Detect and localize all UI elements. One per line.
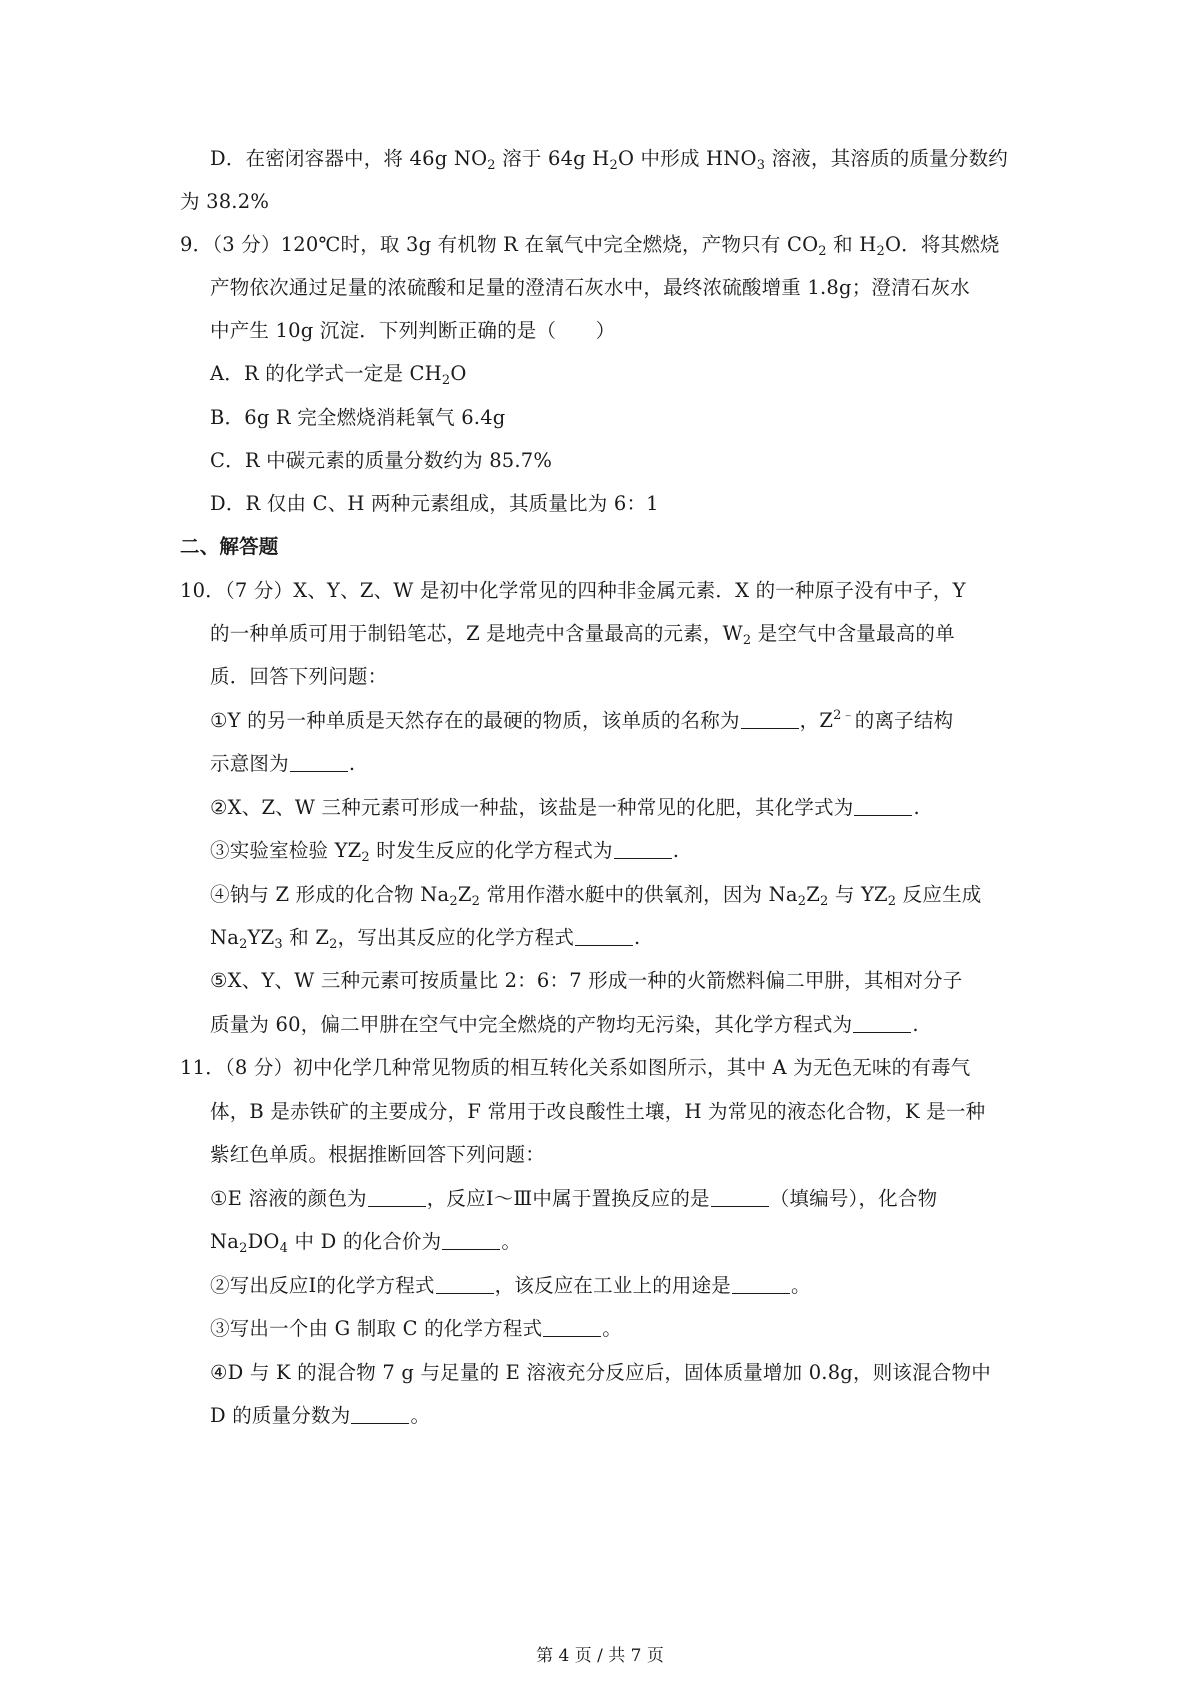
text: ②X、Z、W 三种元素可形成一种盐，该盐是一种常见的化肥，其化学式为 <box>210 796 854 819</box>
text: 。 <box>602 1317 622 1340</box>
answer-blank[interactable] <box>351 1405 409 1424</box>
q11-stem-line3: 紫红色单质。根据推断回答下列问题： <box>210 1143 545 1166</box>
q8-option-d <box>210 146 1008 172</box>
text: 。 <box>410 1404 431 1427</box>
subscript: 2 <box>329 937 338 952</box>
q10-part5: ⑤X、Y、W 三种元素可按质量比 2：6：7 形成一种的火箭燃料偏二甲肼，其相对分子 <box>210 969 963 992</box>
text: Na <box>210 926 240 949</box>
answer-blank[interactable] <box>711 1188 769 1207</box>
q10-part4 <box>210 882 981 908</box>
text: 的一种单质可用于制铅笔芯，Z 是地壳中含量最高的元素，W <box>210 622 743 645</box>
answer-blank[interactable] <box>442 1231 500 1250</box>
subscript: 2 <box>449 894 458 909</box>
text: Z <box>457 883 472 906</box>
q8-option-d-cont: 为 38.2% <box>180 190 270 213</box>
q10-part5-cont <box>210 1012 919 1038</box>
q10-stem-line2 <box>210 621 955 647</box>
answer-blank[interactable] <box>543 1318 601 1337</box>
subscript: 2 <box>609 158 618 173</box>
q9-stem-line2: 产物依次通过足量的浓硫酸和足量的澄清石灰水中，最终浓硫酸增重 1.8g；澄清石灰水 <box>210 276 970 299</box>
q9-stem-line3: 中产生 10g 沉淀．下列判断正确的是（ ） <box>210 319 616 342</box>
answer-blank[interactable] <box>854 797 912 816</box>
text: （填编号），化合物 <box>769 1187 938 1210</box>
text: ②写出反应Ⅰ的化学方程式 <box>210 1274 435 1297</box>
page-footer: 第 4 页 / 共 7 页 <box>536 1646 664 1666</box>
text: O．将其燃烧 <box>884 233 1000 256</box>
text: 9．（3 分）120℃时，取 3g 有机物 R 在氧气中完全燃烧，产物只有 CO <box>180 233 819 256</box>
text: ①Y 的另一种单质是天然存在的最硬的物质，该单质的名称为 <box>210 709 740 732</box>
text: YZ <box>247 926 275 949</box>
q11-stem-line2: 体，B 是赤铁矿的主要成分，F 常用于改良酸性土壤，H 为常见的液态化合物，K 是一种 <box>210 1100 986 1123</box>
q10-part4-cont <box>210 925 640 951</box>
text: ，Z <box>799 709 834 732</box>
q10-part1 <box>210 708 953 734</box>
subscript: 4 <box>279 1241 289 1256</box>
subscript: 2 <box>818 244 827 259</box>
q10-stem-line3: 质．回答下列问题： <box>210 665 388 688</box>
q9-option-b: B．6g R 完全燃烧消耗氧气 6.4g <box>210 406 506 429</box>
text: 溶液，其溶质的质量分数约 <box>765 147 1008 170</box>
subscript: 2 <box>487 158 496 173</box>
text: DO <box>247 1230 280 1253</box>
subscript: 2 <box>819 894 829 909</box>
subscript: 3 <box>274 937 283 952</box>
section-title: 二、解答题 <box>180 535 279 558</box>
q10-part1-cont <box>210 751 355 777</box>
answer-blank[interactable] <box>575 927 633 946</box>
subscript: 2 <box>876 244 885 259</box>
text: ①E 溶液的颜色为 <box>210 1187 367 1210</box>
text: 时发生反应的化学方程式为 <box>369 839 613 862</box>
text: ③实验室检验 YZ <box>210 839 362 862</box>
answer-blank[interactable] <box>732 1275 790 1294</box>
answer-blank[interactable] <box>853 1014 911 1033</box>
subscript: 2 <box>797 894 807 909</box>
text: O <box>450 362 467 385</box>
text: 。 <box>501 1230 522 1253</box>
q9-option-d: D．R 仅由 C、H 两种元素组成，其质量比为 6：1 <box>210 492 659 515</box>
answer-blank[interactable] <box>436 1275 494 1294</box>
text: ，该反应在工业上的用途是 <box>494 1274 732 1297</box>
subscript: 2 <box>471 894 481 909</box>
subscript: 3 <box>756 158 766 173</box>
subscript: 2 <box>239 937 248 952</box>
text: 和 H <box>826 233 877 256</box>
text: Na <box>210 1230 240 1253</box>
text: D．在密闭容器中，将 46g NO <box>210 147 488 170</box>
text: . <box>912 1013 919 1036</box>
text: 反应生成 <box>896 883 982 906</box>
text: . <box>913 796 920 819</box>
text: 。 <box>791 1274 811 1297</box>
q10-stem-line1: 10．（7 分）X、Y、Z、W 是初中化学常见的四种非金属元素．X 的一种原子没有中子，Y <box>180 579 966 602</box>
subscript: 2 <box>742 633 752 648</box>
text: ，写出其反应的化学方程式 <box>337 926 575 949</box>
superscript: 2﹣ <box>833 708 855 723</box>
text: 溶于 64g H <box>495 147 610 170</box>
text: A．R 的化学式一定是 CH <box>210 362 442 385</box>
subscript: 2 <box>441 373 451 388</box>
q10-part2 <box>210 795 920 821</box>
q11-stem-line1: 11．（8 分）初中化学几种常见物质的相互转化关系如图所示，其中 A 为无色无味的有毒气 <box>180 1056 971 1079</box>
q11-part4: ④D 与 K 的混合物 7 g 与足量的 E 溶液充分反应后，固体质量增加 0.8g，则该混合物中 <box>210 1361 991 1384</box>
q9-option-c: C．R 中碳元素的质量分数约为 85.7% <box>210 449 553 472</box>
text: 和 Z <box>282 926 330 949</box>
q10-part3 <box>210 838 679 864</box>
text: D 的质量分数为 <box>210 1404 351 1427</box>
text: O 中形成 HNO <box>617 147 757 170</box>
text: ④钠与 Z 形成的化合物 Na <box>210 883 450 906</box>
text: . <box>672 839 680 862</box>
subscript: 2 <box>887 894 897 909</box>
q11-part2 <box>210 1273 811 1299</box>
subscript: 2 <box>361 850 370 865</box>
q11-part1-cont <box>210 1229 521 1255</box>
text: . <box>634 926 641 949</box>
text: ③写出一个由 G 制取 C 的化学方程式 <box>210 1317 543 1340</box>
q11-part4-cont <box>210 1403 430 1429</box>
answer-blank[interactable] <box>741 710 799 729</box>
answer-blank[interactable] <box>290 753 348 772</box>
text: 示意图为 <box>210 752 289 775</box>
text: 与 YZ <box>828 883 888 906</box>
q9-stem-line1 <box>180 232 1000 258</box>
answer-blank[interactable] <box>614 840 672 859</box>
text: 质量为 60，偏二甲肼在空气中完全燃烧的产物均无污染，其化学方程式为 <box>210 1013 853 1036</box>
text: ，反应Ⅰ～Ⅲ中属于置换反应的是 <box>426 1187 710 1210</box>
q9-option-a <box>210 361 467 387</box>
q11-part1 <box>210 1186 937 1212</box>
subscript: 2 <box>239 1241 248 1256</box>
text: . <box>348 752 356 775</box>
answer-blank[interactable] <box>368 1188 426 1207</box>
text: 常用作潜水艇中的供氧剂，因为 Na <box>480 883 798 906</box>
text: 是空气中含量最高的单 <box>751 622 955 645</box>
q11-part3 <box>210 1316 622 1342</box>
text: Z <box>806 883 820 906</box>
text: 中 D 的化合价为 <box>288 1230 442 1253</box>
text: 的离子结构 <box>854 709 954 732</box>
